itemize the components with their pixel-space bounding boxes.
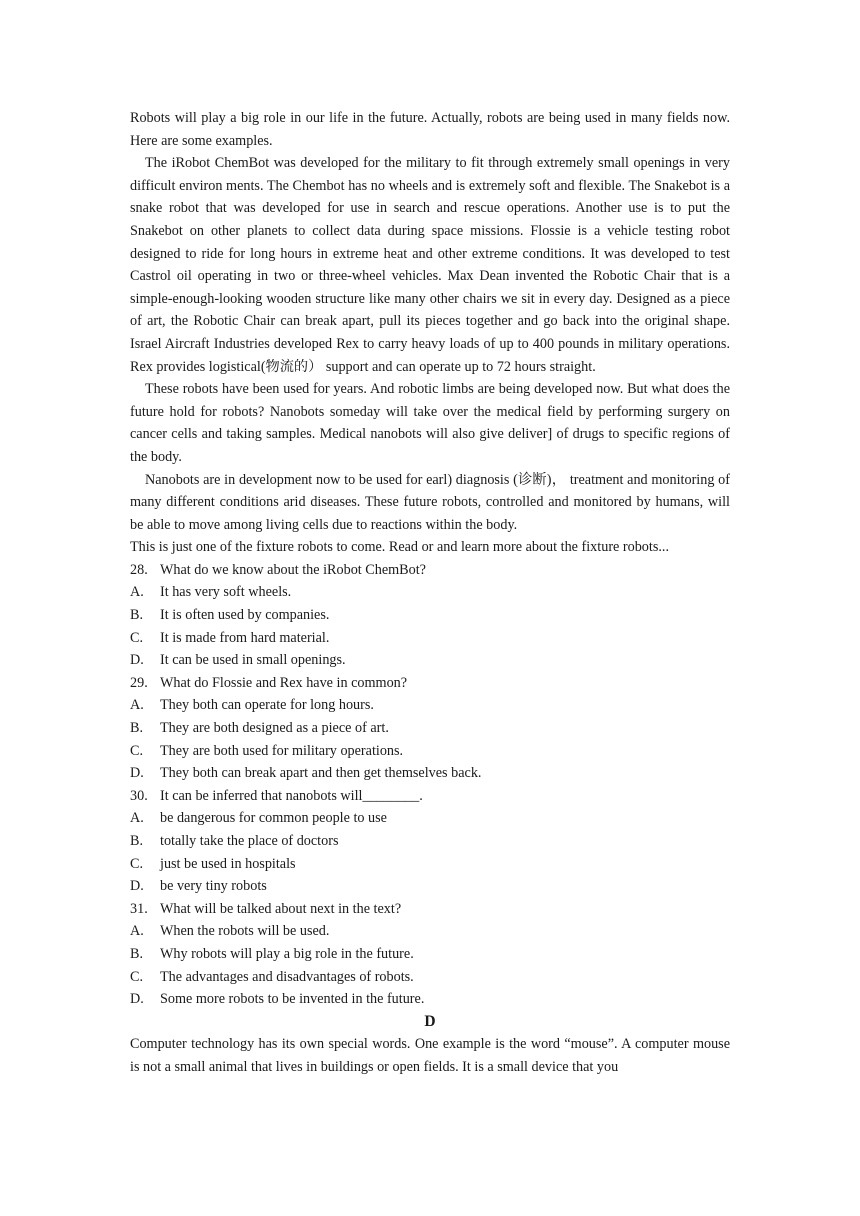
option-text: They are both used for military operations. [160,742,404,759]
option-29-d [130,762,730,785]
option-30-d [130,875,730,898]
option-30-c [130,853,730,876]
question-stem: What do we know about the iRobot ChemBot? [160,561,426,578]
option-text: The advantages and disadvantages of robots. [160,968,414,985]
option-31-a [130,920,730,943]
question-30 [130,785,730,808]
option-letter: D. [130,765,144,782]
question-stem: It can be inferred that nanobots will________. [160,787,423,804]
option-letter: A. [130,810,144,827]
option-28-d [130,649,730,672]
option-text: just be used in hospitals [160,855,296,872]
question-28 [130,559,730,582]
option-text: Some more robots to be invented in the future. [160,991,425,1008]
option-text: It can be used in small openings. [160,652,346,669]
option-text: It has very soft wheels. [160,584,292,601]
section-d-title: D [424,1012,436,1030]
question-31 [130,898,730,921]
passage-paragraph-1: Robots will play a big role in our life in the future. Actually, robots are being used in many fields now. Here are some examples. [130,110,730,149]
option-text: Why robots will play a big role in the future. [160,945,414,962]
section-d-paragraph: Computer technology has its own special words. One example is the word “mouse”. A computer mouse is not a small animal that lives in buildings or open fields. It is a small device that you [130,1036,730,1075]
option-letter: C. [130,629,144,646]
option-letter: C. [130,968,144,985]
option-28-b [130,604,730,627]
option-text: When the robots will be used. [160,923,330,940]
question-stem: What do Flossie and Rex have in common? [160,674,408,691]
question-number: 29. [130,674,148,691]
question-block-31 [130,898,730,1011]
question-number: 30. [130,787,148,804]
option-text: be dangerous for common people to use [160,810,387,827]
question-number: 28. [130,561,148,578]
option-text: They are both designed as a piece of art. [160,720,389,737]
option-text: It is often used by companies. [160,607,330,624]
option-text: It is made from hard material. [160,629,330,646]
option-29-b [130,717,730,740]
option-letter: A. [130,697,144,714]
option-letter: B. [130,607,144,624]
question-block-28 [130,559,730,672]
option-29-c [130,740,730,763]
option-text: They both can break apart and then get themselves back. [160,765,482,782]
option-letter: C. [130,855,144,872]
option-letter: A. [130,584,144,601]
option-31-b [130,943,730,966]
passage-paragraph-4: Nanobots are in development now to be used for earl) diagnosis (诊断)， treatment and monitoring of many different conditions arid diseases. These future robots, controlled and monitored by humans, will be able to move among living cells due to reactions within the body. [130,471,730,533]
question-number: 31. [130,900,148,917]
option-letter: C. [130,742,144,759]
option-letter: D. [130,878,144,895]
passage-paragraph-5: This is just one of the fixture robots to come. Read or and learn more about the fixture robots... [130,539,669,556]
passage-c [130,107,730,559]
option-letter: B. [130,945,144,962]
question-29 [130,672,730,695]
option-text: totally take the place of doctors [160,833,339,849]
option-letter: D. [130,991,144,1008]
option-letter: D. [130,652,144,669]
option-28-c [130,627,730,650]
question-block-29 [130,672,730,785]
option-letter: B. [130,720,144,737]
option-31-c [130,966,730,989]
passage-paragraph-2: The iRobot ChemBot was developed for the military to fit through extremely small openings in very difficult environ ments. The Chembot has no wheels and is extremely soft and flexible. The Snakebot is a snake robot that was developed for use in search and rescue operations. Another use is to put the Snakebot on other planets to collect data during space missions. Flossie is a vehicle testing robot designed to ride for long hours in extreme heat and other extreme conditions. It was developed to test Castrol oil operating in two or three-wheel vehicles. Max Dean invented the Robotic Chair that is a simple-enough-looking wooden structure like many other chairs we sit in every day. Designed as a piece of art, the Robotic Chair can break apart, pull its pieces together and go back into the original shape. Israel Aircraft Industries developed Rex to carry heavy loads of up to 400 pounds in military operations. Rex provides logistical(物流的） support and can operate up to 72 hours straight. [130,155,730,375]
option-letter: A. [130,923,144,940]
option-29-a [130,694,730,717]
option-30-a [130,807,730,830]
option-30-b [130,830,730,853]
option-28-a [130,581,730,604]
question-stem: What will be talked about next in the text? [160,900,402,917]
option-text: They both can operate for long hours. [160,697,374,714]
option-letter: B. [130,833,144,849]
document-page [130,107,730,1079]
passage-paragraph-3: These robots have been used for years. And robotic limbs are being developed now. But what does the future hold for robots? Nanobots someday will take over the medical field by performing surgery on cancer cells and taking samples. Medical nanobots will also give deliver] of drugs to specific regions of the body. [130,381,730,465]
option-31-d [130,988,730,1011]
question-block-30 [130,785,730,898]
option-text: be very tiny robots [160,878,267,895]
